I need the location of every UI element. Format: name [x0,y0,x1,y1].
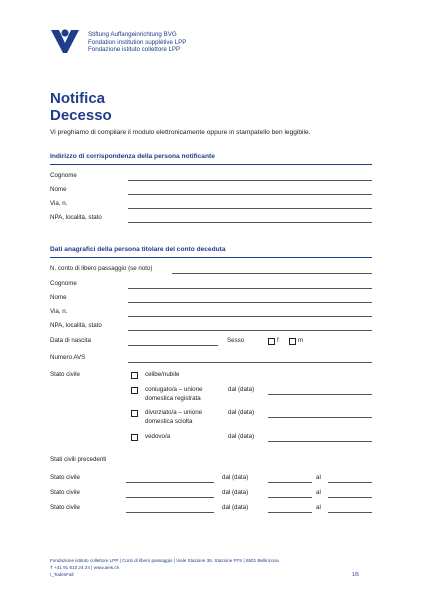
footer-form-code: I_TodesFall [50,572,74,577]
section2-heading: Dati anagrafici della persona titolare del conto deceduta [50,246,226,253]
org-name-fr: Fondation institution supplétive LPP [88,38,187,46]
footer-address: Fondazione istituto collettore LPP | Conti di libero passaggio | Viale Stazione 36, Stazione FFS | 6501 Bellinzona [50,558,279,563]
sex-m-label: m [298,337,304,344]
s2-firstname-label: Nome [50,294,67,301]
prev-status-2-until-field[interactable] [328,497,372,498]
prev-status-3-until-field[interactable] [328,512,372,513]
civil-widowed-since-label: dal (data) [228,433,255,440]
s1-firstname-label: Nome [50,186,67,193]
civil-divorced-label-2: domestica sciolta [145,418,193,425]
sex-m-checkbox[interactable] [289,338,296,345]
s1-street-label: Via, n. [50,200,68,207]
previous-status-heading: Stati civili precedenti [50,456,107,463]
avs-field[interactable] [128,362,372,363]
footer-contact: T +41 91 610 24 24 | www.aeis.ch [50,565,120,570]
logo [50,27,80,55]
s2-surname-label: Cognome [50,280,77,287]
s2-surname-field[interactable] [128,288,372,289]
section1-heading: Indirizzo di corrispondenza della persona notificante [50,153,215,160]
sex-label: Sesso [227,337,245,344]
prev-status-2-since-field[interactable] [268,497,312,498]
civil-status-label: Stato civile [50,371,80,378]
civil-widowed-since-field[interactable] [268,441,372,442]
s1-city-field[interactable] [128,222,372,223]
prev-status-2-field[interactable] [126,497,214,498]
avs-label: Numero AVS [50,354,86,361]
title-line-2: Decesso [50,107,112,124]
s2-city-field[interactable] [128,330,372,331]
prev-status-3-until-label: al [316,504,321,511]
page-title [50,90,112,124]
org-name-it: Fondazione istituto collettore LPP [88,46,181,54]
account-number-label: N. conto di libero passaggio (se noto) [50,265,153,272]
s2-street-label: Via, n. [50,308,68,315]
civil-divorced-since-label: dal (data) [228,409,255,416]
s1-city-label: NPA, località, stato [50,214,102,221]
account-number-field[interactable] [172,273,372,274]
footer [50,557,279,578]
sex-f-label: f [277,337,279,344]
prev-status-3-since-label: dal (data) [222,504,249,511]
prev-status-3-since-field[interactable] [268,512,312,513]
civil-divorced-label-1: divorziato/a – unione [145,409,203,416]
s1-street-field[interactable] [128,208,372,209]
page-number: 1/5 [352,572,359,578]
civil-married-label-2: domestica registrata [145,395,201,402]
prev-status-3-label: Stato civile [50,504,80,511]
civil-widowed-checkbox[interactable] [131,434,138,441]
prev-status-1-field[interactable] [126,482,214,483]
prev-status-2-label: Stato civile [50,489,80,496]
civil-married-since-field[interactable] [268,394,372,395]
civil-divorced-checkbox[interactable] [131,410,138,417]
intro-text: Vi preghiamo di compilare il modulo elettronicamente oppure in stampatello ben leggibile. [50,129,311,136]
civil-single-checkbox[interactable] [131,372,138,379]
birthdate-field[interactable] [128,345,218,346]
s1-surname-field[interactable] [128,180,372,181]
civil-married-label-1: coniugato/a – unione [145,386,203,393]
s1-firstname-field[interactable] [128,194,372,195]
prev-status-1-label: Stato civile [50,474,80,481]
civil-married-since-label: dal (data) [228,386,255,393]
s2-city-label: NPA, località, stato [50,322,102,329]
s1-surname-label: Cognome [50,172,77,179]
section1-divider [50,164,372,165]
birthdate-label: Data di nascita [50,337,91,344]
prev-status-3-field[interactable] [126,512,214,513]
prev-status-1-until-label: al [316,474,321,481]
s2-street-field[interactable] [128,316,372,317]
section2-divider [50,257,372,258]
org-name-de: Stiftung Auffangeinrichtung BVG [88,31,177,38]
prev-status-2-since-label: dal (data) [222,489,249,496]
s2-firstname-field[interactable] [128,302,372,303]
title-line-1: Notifica [50,90,106,107]
civil-single-label: celibe/nubile [145,371,180,378]
civil-widowed-label: vedovo/a [145,433,171,440]
prev-status-2-until-label: al [316,489,321,496]
civil-married-checkbox[interactable] [131,387,138,394]
prev-status-1-since-field[interactable] [268,482,312,483]
logo-icon [50,27,80,55]
prev-status-1-until-field[interactable] [328,482,372,483]
prev-status-1-since-label: dal (data) [222,474,249,481]
sex-f-checkbox[interactable] [268,338,275,345]
org-names [88,31,186,54]
civil-divorced-since-field[interactable] [268,417,372,418]
